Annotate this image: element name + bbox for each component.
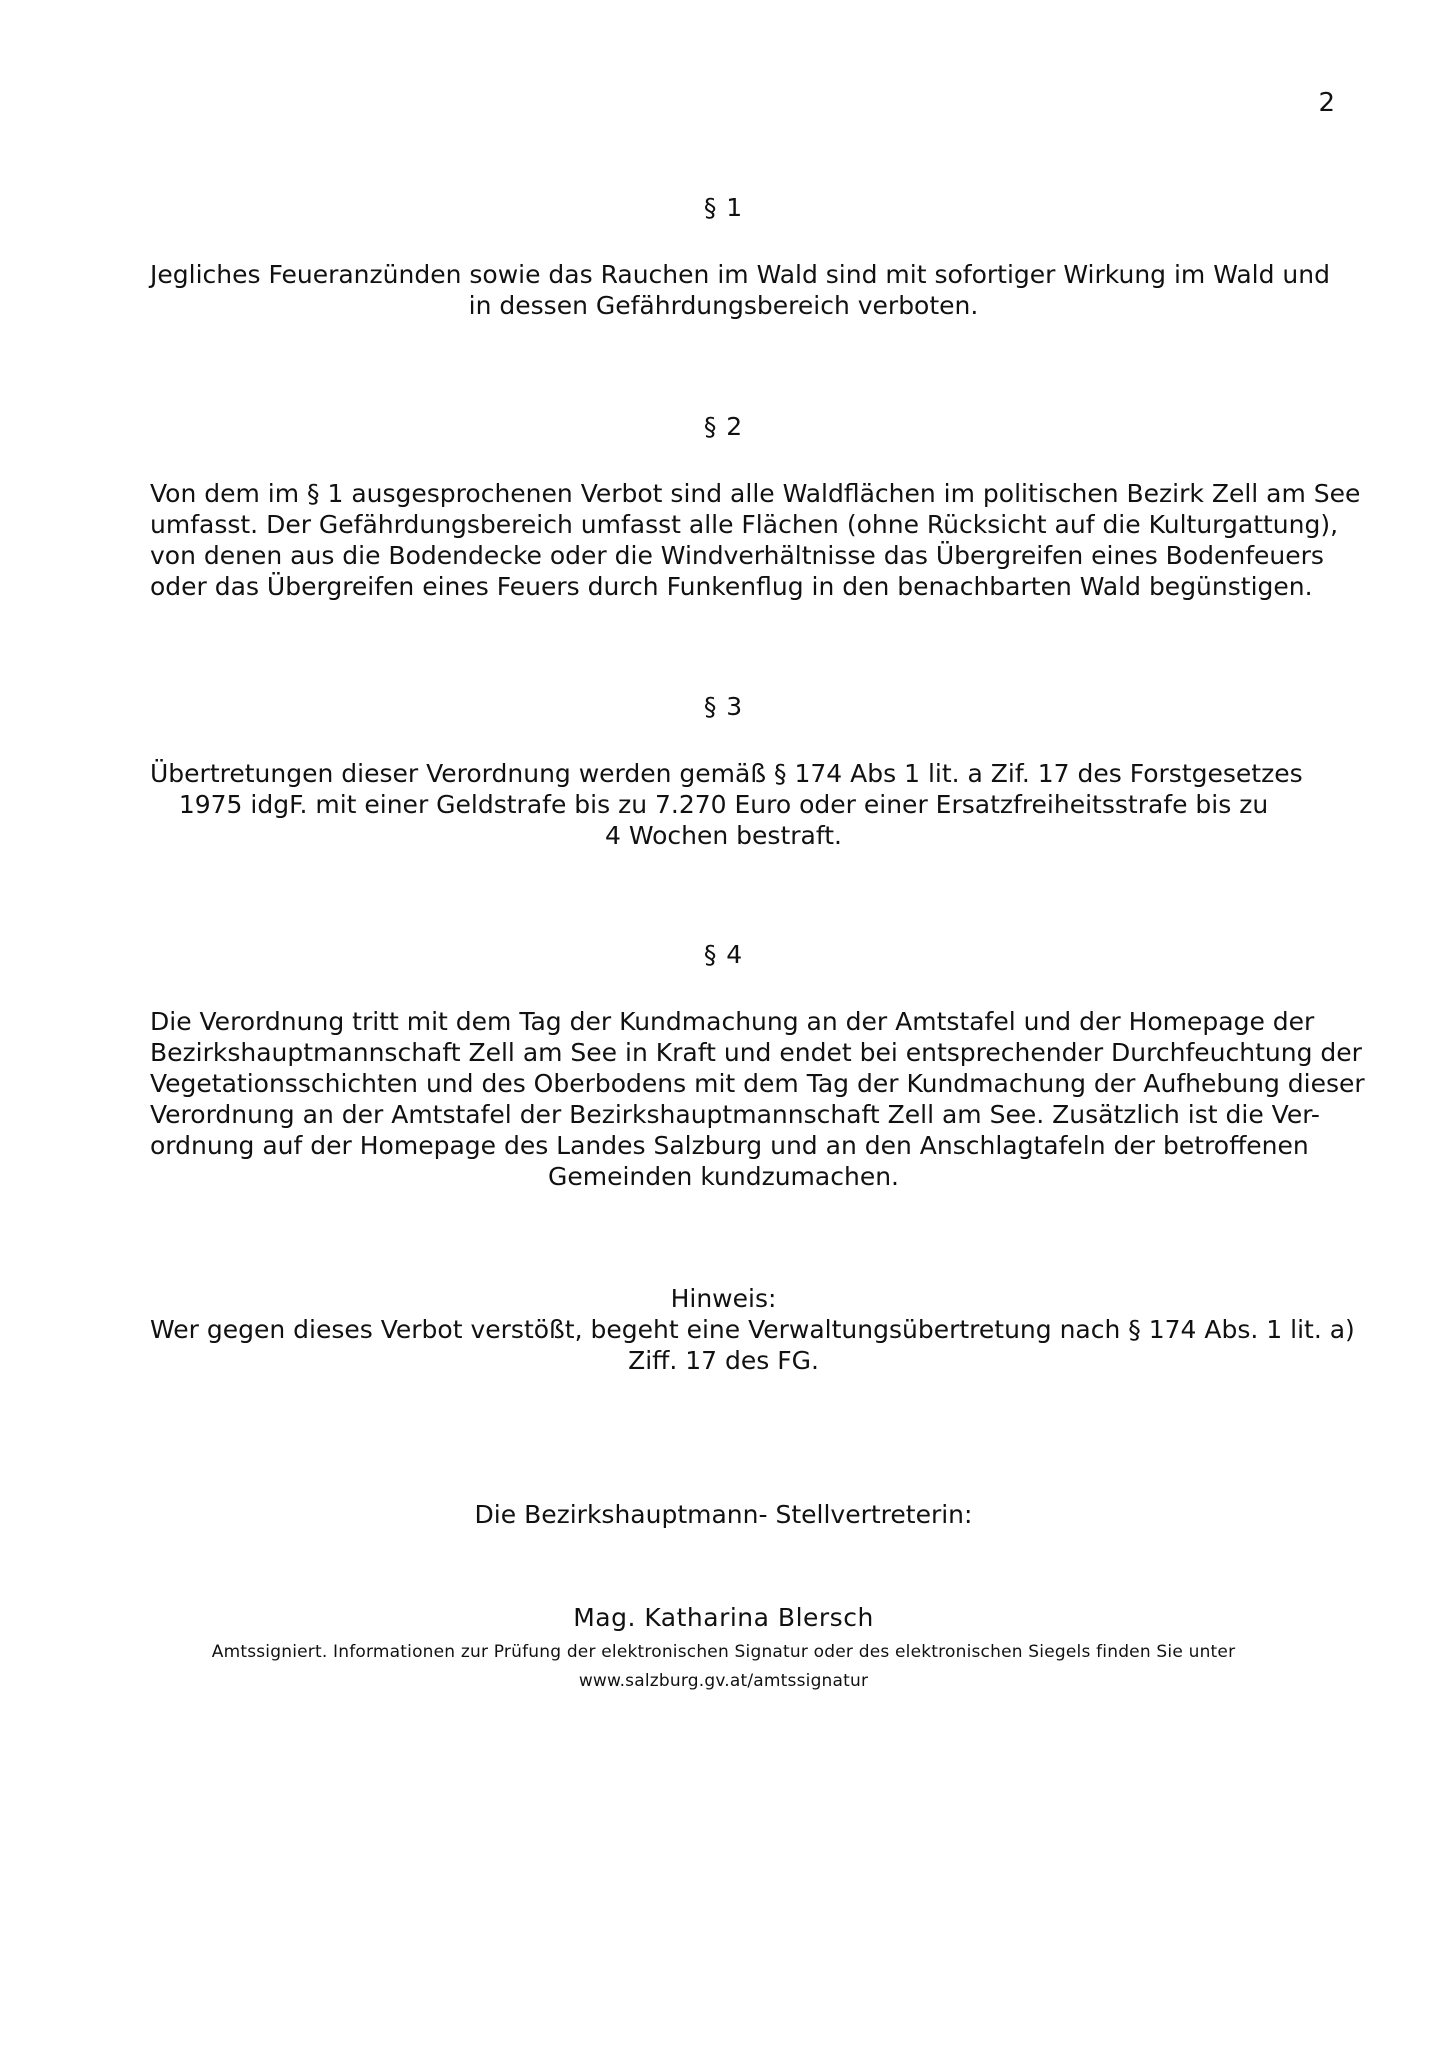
text-line: in dessen Gefährdungsbereich verboten. [468, 291, 979, 320]
signature-url: www.salzburg.gv.at/amtssignatur [578, 1671, 869, 1691]
text-line: Übertretungen dieser Verordnung werden gemäß § 174 Abs 1 lit. a Zif. 17 des Forstgesetzes [150, 759, 1303, 788]
section-2 [150, 412, 1361, 602]
section-3 [150, 692, 1303, 851]
section-4-text [150, 1006, 1365, 1192]
signature-note-line: Amtssigniert. Informationen zur Prüfung der elektronischen Signatur oder des elektronischen Siegels finden Sie unter [211, 1642, 1236, 1662]
text-line: Verordnung an der Amtstafel der Bezirkshauptmannschaft Zell am See. Zusätzlich ist die Ver- [150, 1100, 1320, 1129]
signature-note-block [150, 1638, 1297, 1696]
text-line: Vegetationsschichten und des Oberbodens mit dem Tag der Kundmachung der Aufhebung dieser [150, 1069, 1365, 1098]
text-line: 1975 idgF. mit einer Geldstrafe bis zu 7.270 Euro oder einer Ersatzfreiheitsstrafe bis zu [178, 790, 1269, 819]
signer-title: Die Bezirkshauptmann- Stellvertreterin: [474, 1500, 973, 1529]
text-line: Von dem im § 1 ausgesprochenen Verbot sind alle Waldflächen im politischen Bezirk Zell am See [150, 479, 1361, 508]
text-line: Bezirkshauptmannschaft Zell am See in Kraft und endet bei entsprechender Durchfeuchtung der [150, 1038, 1362, 1067]
section-2-heading: § 2 [703, 412, 744, 441]
page-number: 2 [1318, 88, 1335, 118]
text-line: ordnung auf der Homepage des Landes Salzburg und an den Anschlagtafeln der betroffenen [150, 1131, 1309, 1160]
section-3-heading: § 3 [703, 692, 744, 721]
text-line: 4 Wochen bestraft. [605, 821, 842, 850]
notice-text [150, 1283, 1355, 1376]
section-1 [150, 193, 1330, 321]
signer-name: Mag. Katharina Blersch [573, 1603, 874, 1632]
text-line: umfasst. Der Gefährdungsbereich umfasst alle Flächen (ohne Rücksicht auf die Kulturgattung), [150, 510, 1339, 539]
section-3-text [150, 758, 1303, 851]
section-1-text [150, 259, 1330, 321]
text-line: Jegliches Feueranzünden sowie das Rauchen im Wald sind mit sofortiger Wirkung im Wald und [150, 260, 1330, 289]
text-line: oder das Übergreifen eines Feuers durch Funkenflug in den benachbarten Wald begünstigen. [150, 572, 1313, 601]
text-line: Gemeinden kundzumachen. [548, 1162, 899, 1191]
notice [150, 1283, 1355, 1376]
signature-name-block [150, 1603, 1297, 1633]
section-2-text [150, 478, 1361, 602]
text-line: Wer gegen dieses Verbot verstößt, begeht eine Verwaltungsübertretung nach § 174 Abs. 1 lit. a) [150, 1315, 1355, 1344]
text-line: Die Verordnung tritt mit dem Tag der Kundmachung an der Amtstafel und der Homepage der [150, 1007, 1315, 1036]
section-4 [150, 940, 1365, 1192]
notice-label: Hinweis: [670, 1284, 777, 1313]
signature-title-block [150, 1500, 1297, 1530]
section-1-heading: § 1 [703, 193, 744, 222]
text-line: von denen aus die Bodendecke oder die Windverhältnisse das Übergreifen eines Bodenfeuers [150, 541, 1324, 570]
text-line: Ziff. 17 des FG. [628, 1346, 819, 1375]
signature-note [150, 1638, 1297, 1696]
section-4-heading: § 4 [703, 940, 744, 969]
